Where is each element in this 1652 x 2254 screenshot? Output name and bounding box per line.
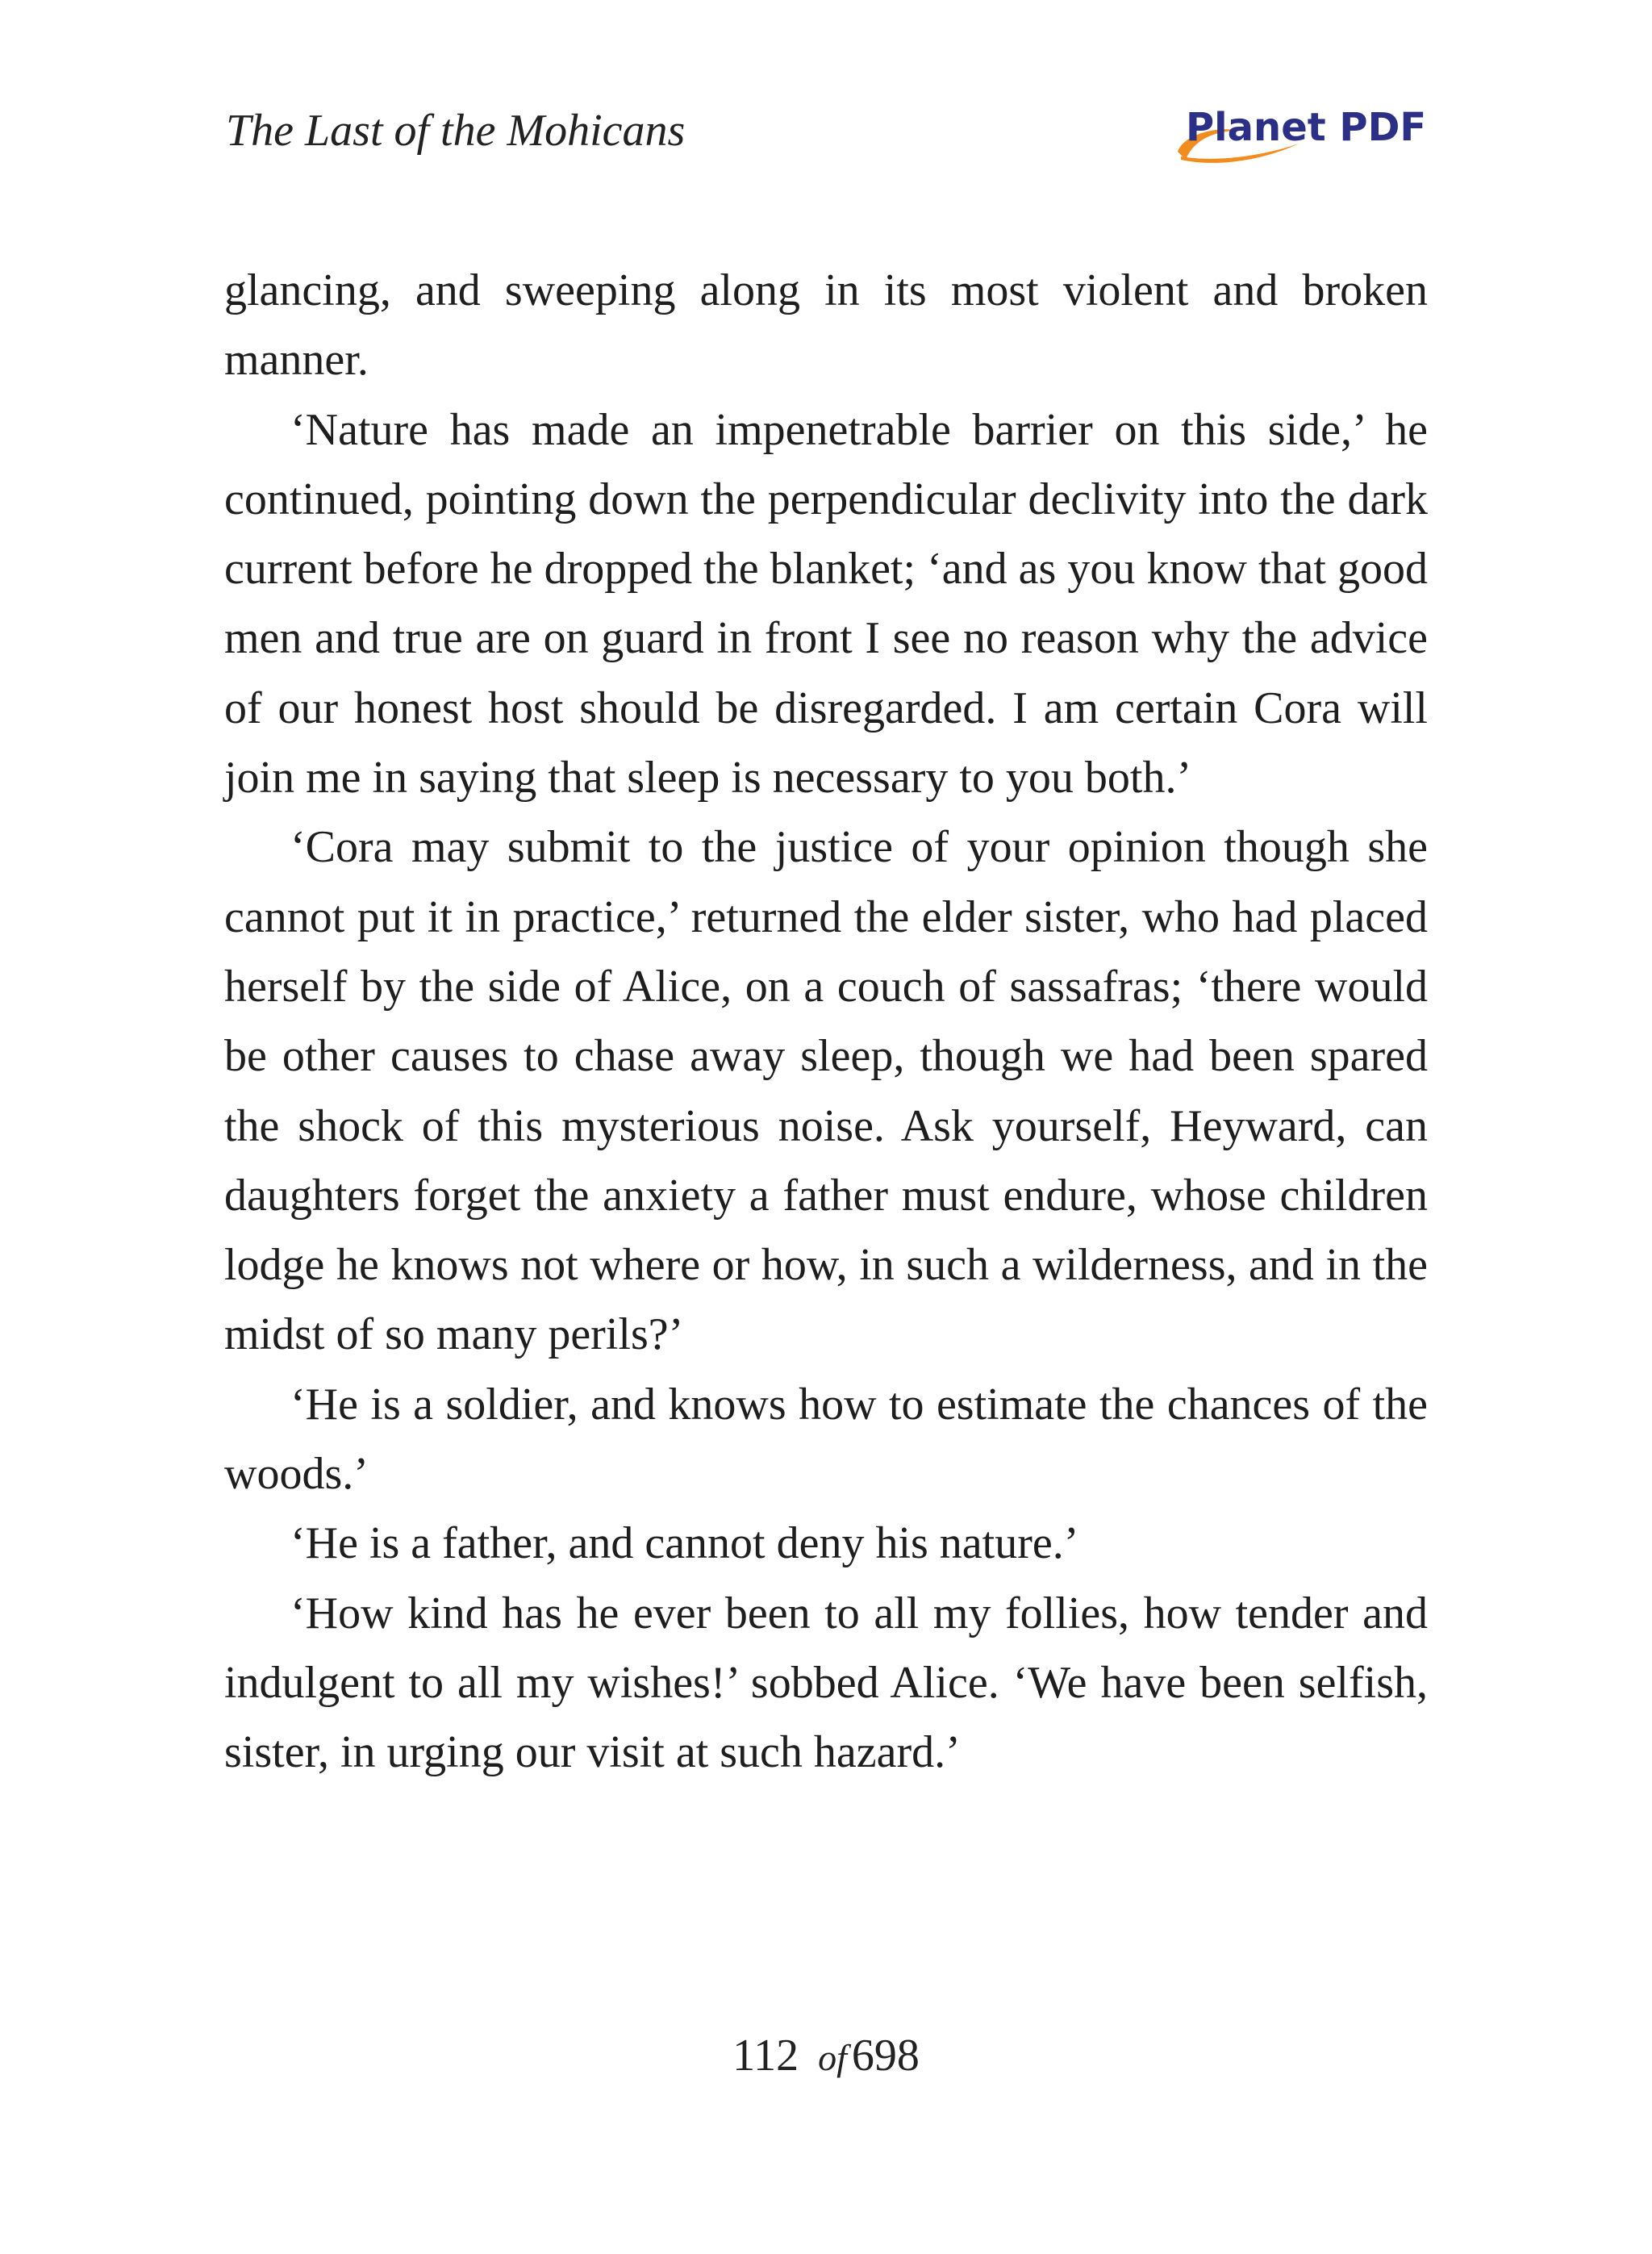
page-body [224, 256, 1428, 1788]
page-header [226, 103, 1428, 176]
page-number: 112 [732, 2031, 799, 2081]
planet-pdf-logo [1170, 103, 1428, 168]
total-pages: 698 [851, 2031, 920, 2081]
paragraph: ‘Cora may submit to the justice of your opinion though she cannot put it in practice,’ returned the elder sister, who had placed herself by the side of Alice, on a couch of sassafras; ‘there would be other causes to chase away sleep, though we had been spared the shock of this mysterious noise. Ask yourself, Heyward, can daughters forget the anxiety a father must endure, whose children lodge he knows not where or how, in such a wilderness, and in the midst of so many perils?’ [224, 822, 1428, 1360]
page-footer [0, 2031, 1652, 2081]
paragraph: ‘How kind has he ever been to all my follies, how tender and indulgent to all my wishes!’ sobbed Alice. ‘We have been selfish, sister, in urging our visit at such hazard.’ [224, 1588, 1428, 1778]
paragraph: glancing, and sweeping along in its most violent and broken manner. [224, 265, 1428, 386]
of-label: of [818, 2037, 847, 2078]
book-title: The Last of the Mohicans [226, 106, 686, 156]
paragraph: ‘He is a soldier, and knows how to estimate the chances of the woods.’ [224, 1379, 1428, 1500]
paragraph: ‘He is a father, and cannot deny his nature.’ [290, 1518, 1079, 1569]
paragraph: ‘Nature has made an impenetrable barrier on this side,’ he continued, pointing down the perpendicular declivity into the dark current before he dropped the blanket; ‘and as you know that good men and true are on guard in front I see no reason why the advice of our honest host should be disregarded. I am certain Cora will join me in saying that sleep is necessary to you both.’ [224, 404, 1428, 804]
logo-text: Planet PDF [1186, 105, 1427, 150]
